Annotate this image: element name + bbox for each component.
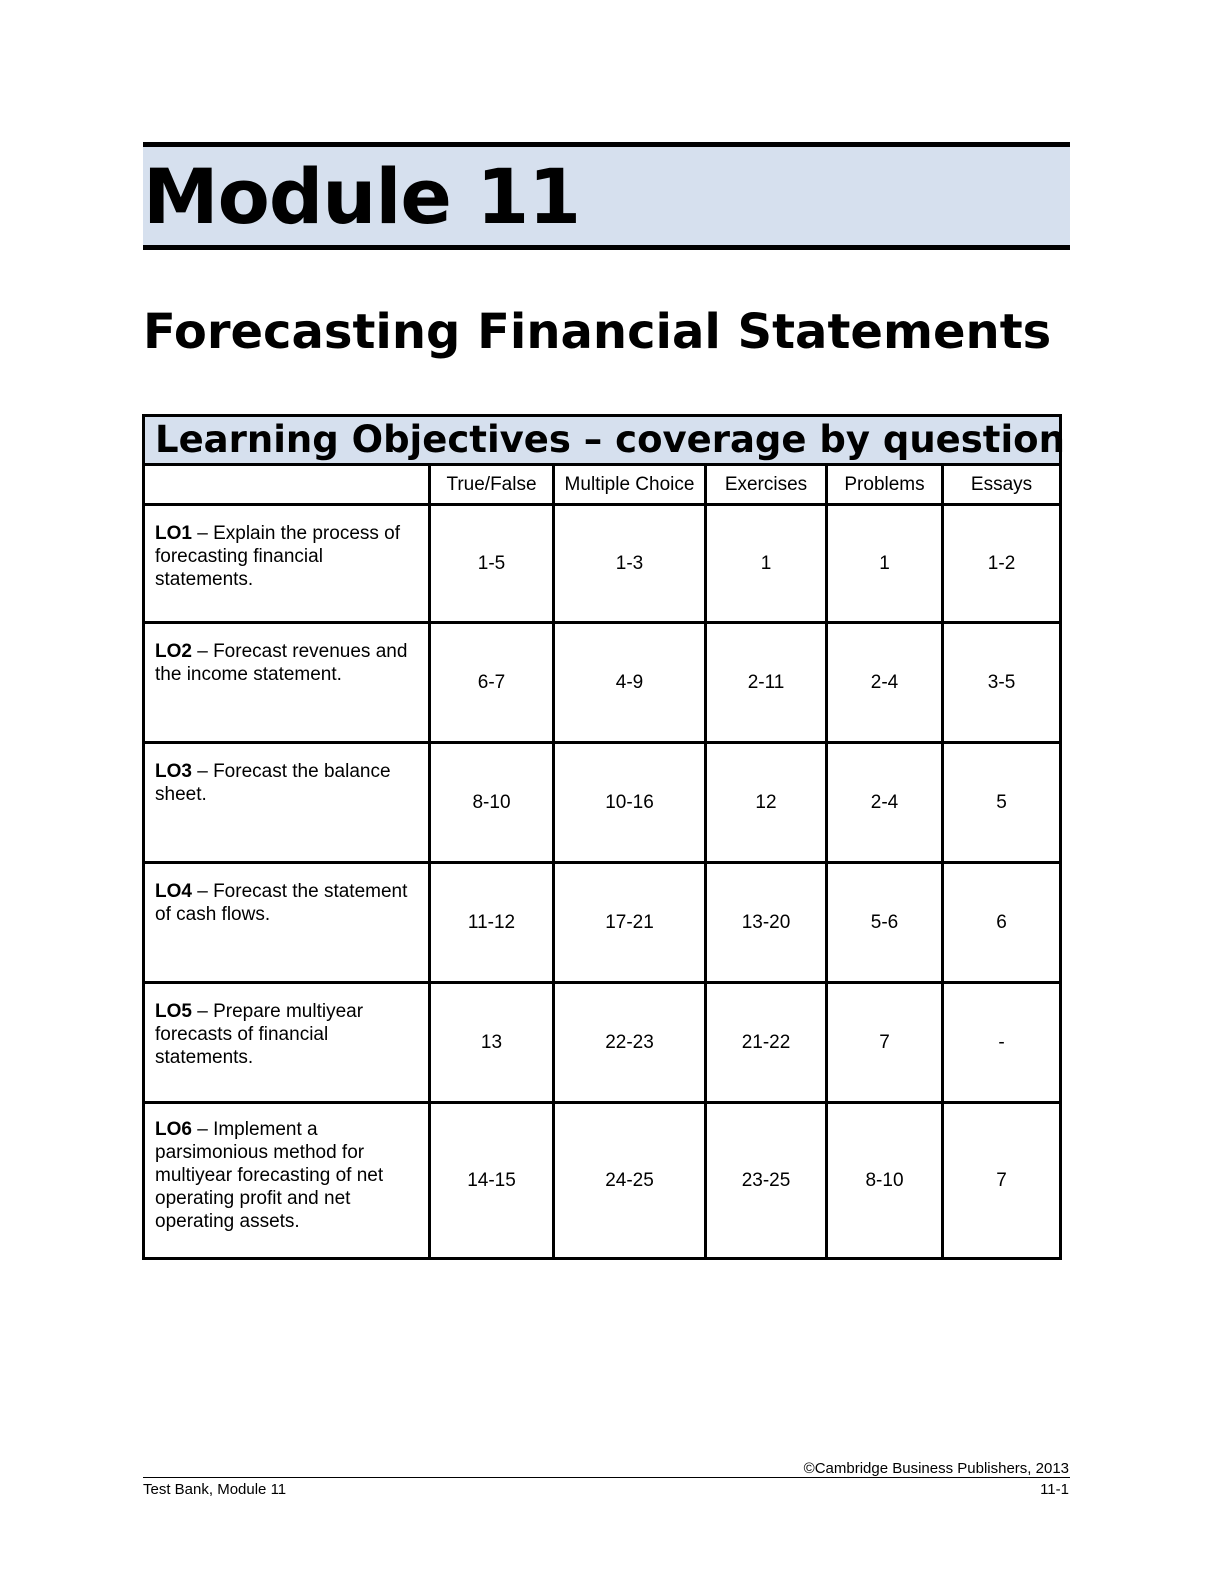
problems-cell: 8-10 <box>827 1103 943 1259</box>
objective-text: – Forecast revenues and the income statement. <box>155 641 408 685</box>
true-false-cell: 14-15 <box>430 1103 554 1259</box>
column-header-essays: Essays <box>943 465 1061 505</box>
multiple-choice-cell: 10-16 <box>554 743 706 863</box>
multiple-choice-cell: 1-3 <box>554 505 706 623</box>
objective-text: – Explain the process of forecasting financial statements. <box>155 523 401 590</box>
true-false-cell: 11-12 <box>430 863 554 983</box>
exercises-cell: 12 <box>706 743 827 863</box>
exercises-cell: 23-25 <box>706 1103 827 1259</box>
true-false-cell: 1-5 <box>430 505 554 623</box>
table-header-row <box>144 465 1061 505</box>
objective-cell <box>144 505 430 623</box>
exercises-cell: 2-11 <box>706 623 827 743</box>
problems-cell: 1 <box>827 505 943 623</box>
problems-cell: 7 <box>827 983 943 1103</box>
column-header-true-false: True/False <box>430 465 554 505</box>
multiple-choice-cell: 4-9 <box>554 623 706 743</box>
table-caption-cell <box>144 416 1065 465</box>
objective-text: – Forecast the balance sheet. <box>155 761 391 805</box>
footer-running-title: Test Bank, Module 11 <box>143 1481 287 1498</box>
objective-cell <box>144 743 430 863</box>
true-false-cell: 6-7 <box>430 623 554 743</box>
problems-cell: 5-6 <box>827 863 943 983</box>
multiple-choice-cell: 22-23 <box>554 983 706 1103</box>
table-row <box>144 983 1061 1103</box>
objective-code: LO3 <box>155 761 192 782</box>
objective-code: LO2 <box>155 641 192 662</box>
column-header-exercises: Exercises <box>706 465 827 505</box>
objective-cell <box>144 983 430 1103</box>
true-false-cell: 8-10 <box>430 743 554 863</box>
chapter-title: Forecasting Financial Statements <box>143 304 1052 360</box>
table-row <box>144 743 1061 863</box>
column-header-multiple-choice: Multiple Choice <box>554 465 706 505</box>
essays-cell: 3-5 <box>943 623 1061 743</box>
objective-cell <box>144 1103 430 1259</box>
learning-objectives-table <box>142 414 1065 1260</box>
objective-code: LO5 <box>155 1001 192 1022</box>
module-banner <box>143 142 1070 250</box>
objective-code: LO6 <box>155 1119 192 1140</box>
column-header-problems: Problems <box>827 465 943 505</box>
exercises-cell: 21-22 <box>706 983 827 1103</box>
table-row <box>144 1103 1061 1259</box>
essays-cell: - <box>943 983 1061 1103</box>
footer-divider <box>143 1477 1070 1478</box>
header-blank-cell <box>144 465 430 505</box>
module-title: Module 11 <box>143 152 581 241</box>
objective-text: – Forecast the statement of cash flows. <box>155 881 408 925</box>
exercises-cell: 1 <box>706 505 827 623</box>
problems-cell: 2-4 <box>827 743 943 863</box>
exercises-cell: 13-20 <box>706 863 827 983</box>
table-row <box>144 623 1061 743</box>
objective-code: LO4 <box>155 881 192 902</box>
essays-cell: 6 <box>943 863 1061 983</box>
objective-code: LO1 <box>155 523 192 544</box>
table-caption-row <box>144 416 1061 465</box>
essays-cell: 5 <box>943 743 1061 863</box>
essays-cell: 7 <box>943 1103 1061 1259</box>
table-caption: Learning Objectives – coverage by question <box>155 418 1065 461</box>
footer-copyright: ©Cambridge Business Publishers, 2013 <box>803 1460 1069 1477</box>
multiple-choice-cell: 24-25 <box>554 1103 706 1259</box>
true-false-cell: 13 <box>430 983 554 1103</box>
multiple-choice-cell: 17-21 <box>554 863 706 983</box>
objective-text: – Implement a parsimonious method for multiyear forecasting of net operating profit and net operating assets. <box>155 1119 384 1232</box>
table-row <box>144 505 1061 623</box>
objective-cell <box>144 863 430 983</box>
problems-cell: 2-4 <box>827 623 943 743</box>
table-row <box>144 863 1061 983</box>
footer-page-number: 11-1 <box>1040 1481 1069 1498</box>
objective-text: – Prepare multiyear forecasts of financial statements. <box>155 1001 364 1068</box>
objective-cell <box>144 623 430 743</box>
essays-cell: 1-2 <box>943 505 1061 623</box>
